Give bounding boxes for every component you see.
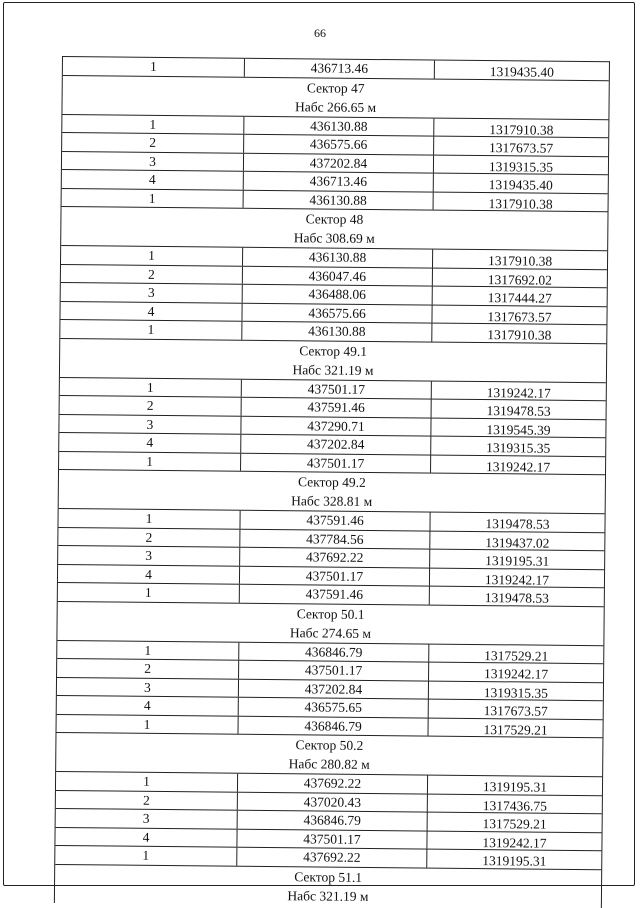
- coordinate-x: 436047.46: [243, 266, 433, 285]
- coordinate-x: 436130.88: [244, 190, 434, 209]
- coordinates-table: [54, 56, 610, 908]
- coordinate-y: 1317444.27: [487, 290, 552, 306]
- coordinate-x: 436130.88: [242, 322, 432, 341]
- sector-title: Сектор 50.1: [296, 605, 365, 622]
- coordinate-x: 437692.22: [240, 548, 430, 567]
- coordinate-x: 437290.71: [241, 416, 431, 435]
- coordinate-x: 436130.88: [243, 248, 433, 267]
- point-number: 1: [56, 772, 238, 791]
- sector-header: [60, 338, 606, 382]
- coordinate-y: 1319437.02: [485, 534, 550, 551]
- coordinate-x: 436575.65: [239, 698, 429, 717]
- point-number: 4: [59, 433, 241, 452]
- point-number: 4: [62, 170, 244, 189]
- point-number: 2: [56, 790, 238, 809]
- sector-header: [56, 733, 602, 777]
- sector-title: Сектор 50.2: [295, 737, 364, 753]
- point-number: 2: [62, 133, 244, 152]
- point-number: 3: [59, 414, 241, 433]
- coordinate-x: 436130.88: [244, 116, 434, 135]
- point-number: 2: [60, 396, 242, 415]
- coordinate-x: 436488.06: [243, 285, 433, 304]
- point-number: 3: [61, 283, 243, 302]
- coordinate-x: 437692.22: [237, 848, 427, 867]
- coordinate-x: 437501.17: [242, 379, 432, 398]
- sector-height: Набс 274.65 м: [289, 624, 372, 641]
- point-number: 3: [56, 809, 238, 828]
- sector-height: Набс 328.81 м: [291, 493, 373, 509]
- coordinate-y: 1317529.21: [484, 647, 549, 664]
- point-number: 2: [58, 527, 240, 546]
- coordinate-y: 1319242.17: [485, 458, 551, 475]
- coordinate-x: 436846.79: [239, 642, 429, 661]
- coordinate-y: 1319242.17: [482, 834, 547, 851]
- point-number: 1: [60, 320, 242, 339]
- coordinate-x: 437501.17: [240, 566, 430, 585]
- coordinate-y: 1319435.40: [488, 177, 553, 193]
- point-number: 4: [58, 564, 240, 583]
- point-number: 1: [60, 377, 242, 396]
- point-number: 1: [63, 57, 245, 76]
- coordinate-x: 437784.56: [240, 529, 430, 548]
- point-number: 1: [59, 451, 241, 470]
- coordinate-y: 1319195.31: [485, 553, 550, 569]
- point-number: 3: [57, 677, 239, 696]
- sector-header: [62, 76, 608, 120]
- sector-header: [55, 864, 601, 907]
- point-number: 3: [62, 152, 244, 171]
- coordinate-x: 436575.66: [244, 135, 434, 154]
- coordinate-x: 437202.84: [241, 435, 431, 454]
- coordinate-x: 437202.84: [239, 679, 429, 698]
- coordinate-x: 437501.17: [237, 829, 427, 848]
- sector-height: Набс 266.65 м: [294, 98, 377, 115]
- sector-height: Набс 321.19 м: [292, 361, 374, 378]
- coordinate-x: 436713.46: [244, 172, 434, 191]
- sector-title: Сектор 48: [305, 211, 364, 227]
- coordinate-y: 1317910.38: [489, 121, 554, 138]
- point-number: 1: [62, 189, 244, 208]
- coordinate-y: 1317529.21: [482, 816, 547, 832]
- point-number: 1: [58, 583, 240, 602]
- coordinate-x: 436846.79: [239, 716, 429, 735]
- point-number: 1: [61, 246, 243, 265]
- point-number: 4: [57, 696, 239, 715]
- sector-title: Сектор 49.1: [299, 342, 368, 359]
- sector-title: Сектор 51.1: [294, 868, 363, 885]
- coordinate-x: 437591.46: [240, 585, 430, 604]
- coordinate-y: 1317673.57: [489, 140, 554, 156]
- sector-title: Сектор 47: [306, 79, 365, 96]
- coordinate-x: 437501.17: [239, 661, 429, 680]
- point-number: 1: [58, 509, 240, 528]
- coordinate-x: 437591.46: [242, 398, 432, 417]
- coordinate-y: 1319242.17: [486, 384, 551, 401]
- coordinate-y: 1317673.57: [483, 703, 548, 719]
- point-number: 3: [58, 546, 240, 565]
- coordinate-y: 1319478.53: [486, 403, 551, 419]
- point-number: 4: [60, 301, 242, 320]
- coordinate-x: 437591.46: [240, 511, 430, 530]
- sector-header: [61, 207, 607, 251]
- sector-header: [59, 470, 605, 514]
- coordinate-y: 1317692.02: [487, 271, 553, 288]
- sector-height: Набс 308.69 м: [293, 230, 375, 247]
- coordinate-x: 436713.46: [245, 59, 435, 78]
- coordinate-y: 1319242.17: [484, 571, 550, 588]
- point-number: 2: [61, 265, 243, 284]
- coordinate-y: 1317910.38: [487, 327, 552, 343]
- sector-height: Набс 321.19 м: [287, 887, 369, 904]
- coordinate-x: 437020.43: [238, 792, 428, 811]
- coordinate-y: 1319478.53: [484, 590, 549, 606]
- point-number: 1: [57, 640, 239, 659]
- coordinate-y: 1319242.17: [483, 666, 549, 682]
- coordinate-y: 1319195.31: [482, 779, 548, 795]
- sector-header: [57, 601, 603, 645]
- coordinate-x: 436846.79: [238, 811, 428, 830]
- point-number: 1: [57, 714, 239, 733]
- coordinate-y: 1317529.21: [483, 721, 548, 738]
- coordinate-x: 437692.22: [238, 774, 428, 793]
- coordinate-x: 436575.66: [242, 303, 432, 322]
- coordinate-x: 437202.84: [244, 153, 434, 172]
- point-number: 1: [55, 846, 237, 865]
- coordinate-y: 1317673.57: [487, 308, 552, 325]
- coordinate-y: 1317436.75: [482, 797, 547, 814]
- coordinate-y: 1319315.35: [486, 440, 551, 456]
- coordinate-y: 1319315.35: [488, 158, 554, 175]
- sector-title: Сектор 49.2: [297, 474, 366, 490]
- sector-height: Набс 280.82 м: [288, 756, 370, 772]
- point-number: 1: [62, 115, 244, 134]
- page-number: 66: [314, 26, 326, 40]
- coordinate-x: 437501.17: [241, 453, 431, 472]
- coordinate-y: 1319545.39: [486, 421, 551, 438]
- coordinate-y: 1317910.38: [488, 195, 553, 212]
- coordinate-y: 1317910.38: [487, 253, 553, 269]
- coordinate-y: 1319435.40: [489, 64, 555, 80]
- coordinate-y: 1319315.35: [483, 684, 549, 701]
- point-number: 4: [55, 827, 237, 846]
- coordinate-y: 1319478.53: [485, 516, 550, 532]
- coordinate-y: 1319195.31: [482, 853, 547, 869]
- point-number: 2: [57, 659, 239, 678]
